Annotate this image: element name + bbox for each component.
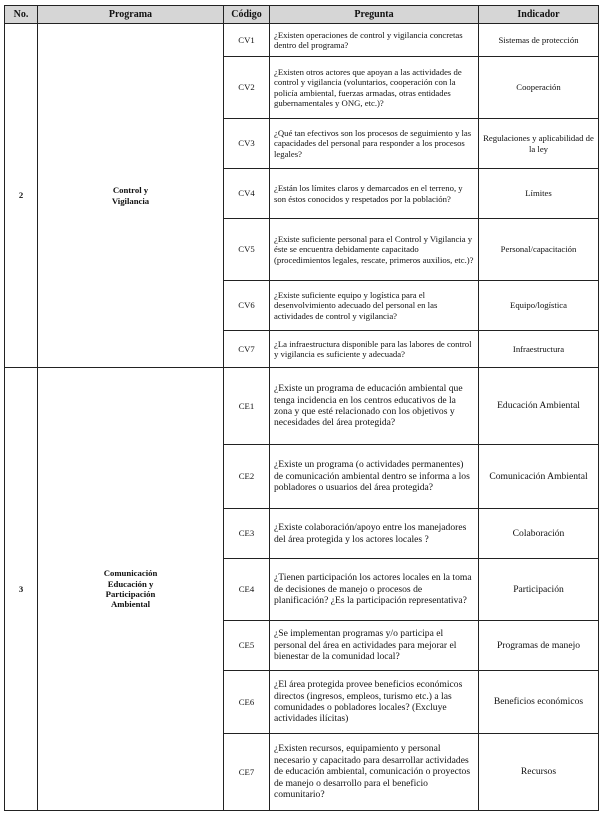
- row-pregunta: ¿La infraestructura disponible para las labores de control y vigilancia es suficiente y adecuada?: [270, 331, 479, 368]
- row-pregunta: ¿Qué tan efectivos son los procesos de seguimiento y las capacidades del personal para responder a los procesos legales?: [270, 119, 479, 169]
- group-programa-text: Control y Vigilancia: [111, 185, 150, 206]
- row-codigo: CV2: [224, 57, 270, 119]
- group-programa: [38, 368, 224, 811]
- group-programa-text: Comunicación Educación y Participación Ambiental: [103, 568, 158, 610]
- group-programa: [38, 24, 224, 368]
- row-indicador: Regulaciones y aplicabilidad de la ley: [479, 119, 599, 169]
- row-indicador: Educación Ambiental: [479, 368, 599, 445]
- row-indicador: Infraestructura: [479, 331, 599, 368]
- row-pregunta: ¿Existen recursos, equipamiento y personal necesario y capacitado para desarrollar actividades de educación ambiental, comunicación o proyectos de manejo o desarrollo para el beneficio comunitario?: [270, 734, 479, 811]
- row-pregunta: ¿Existe suficiente equipo y logística para el desenvolvimiento adecuado del personal en las actividades de control y vigilancia?: [270, 281, 479, 331]
- row-codigo: CE6: [224, 671, 270, 734]
- row-indicador: Comunicación Ambiental: [479, 445, 599, 509]
- row-codigo: CE7: [224, 734, 270, 811]
- row-codigo: CE1: [224, 368, 270, 445]
- row-indicador: Colaboración: [479, 509, 599, 559]
- header-codigo: Código: [224, 6, 270, 24]
- row-codigo: CV1: [224, 24, 270, 57]
- row-codigo: CE5: [224, 621, 270, 671]
- row-pregunta: ¿Existe colaboración/apoyo entre los manejadores del área protegida y los actores locales ?: [270, 509, 479, 559]
- row-pregunta: ¿Existe un programa de educación ambiental que tenga incidencia en los centros educativos de la zona y que esté relacionado con los objetivos y necesidades del área protegida?: [270, 368, 479, 445]
- header-programa: Programa: [38, 6, 224, 24]
- row-pregunta: ¿Existe suficiente personal para el Control y Vigilancia y éste se encuentra debidamente capacitado (procedimientos legales, rescate, primeros auxilios, etc.)?: [270, 219, 479, 281]
- row-indicador: Límites: [479, 169, 599, 219]
- row-codigo: CV6: [224, 281, 270, 331]
- header-row: [5, 6, 599, 24]
- row-pregunta: ¿Existe un programa (o actividades permanentes) de comunicación ambiental dentro se informa a los pobladores o usuarios del área protegida?: [270, 445, 479, 509]
- row-indicador: Cooperación: [479, 57, 599, 119]
- row-pregunta: ¿Tienen participación los actores locales en la toma de decisiones de manejo o procesos de planificación? ¿Es la participación representativa?: [270, 559, 479, 621]
- row-codigo: CV7: [224, 331, 270, 368]
- row-indicador: Sistemas de protección: [479, 24, 599, 57]
- row-codigo: CE2: [224, 445, 270, 509]
- table-row: [5, 24, 599, 57]
- row-pregunta: ¿Se implementan programas y/o participa el personal del área en actividades para mejorar el bienestar de la comunidad local?: [270, 621, 479, 671]
- group-number: 3: [5, 368, 38, 811]
- row-codigo: CV3: [224, 119, 270, 169]
- row-pregunta: ¿Existen otros actores que apoyan a las actividades de control y vigilancia (voluntarios, cooperación con la policía ambiental, fuerzas armadas, otras entidades gubernamentales y ONG, etc.)?: [270, 57, 479, 119]
- row-codigo: CE3: [224, 509, 270, 559]
- row-codigo: CV4: [224, 169, 270, 219]
- header-indicador: Indicador: [479, 6, 599, 24]
- row-indicador: Participación: [479, 559, 599, 621]
- row-pregunta: ¿Están los límites claros y demarcados en el terreno, y son éstos conocidos y respetados por la población?: [270, 169, 479, 219]
- row-codigo: CE4: [224, 559, 270, 621]
- row-indicador: Equipo/logística: [479, 281, 599, 331]
- row-codigo: CV5: [224, 219, 270, 281]
- group-number: 2: [5, 24, 38, 368]
- header-no: No.: [5, 6, 38, 24]
- header-pregunta: Pregunta: [270, 6, 479, 24]
- table-row: [5, 368, 599, 445]
- row-indicador: Beneficios económicos: [479, 671, 599, 734]
- row-pregunta: ¿El área protegida provee beneficios económicos directos (ingresos, empleos, turismo etc.) a las comunidades o pobladores locales? (Excluye actividades ilícitas): [270, 671, 479, 734]
- row-indicador: Recursos: [479, 734, 599, 811]
- evaluation-table: [4, 5, 599, 811]
- row-pregunta: ¿Existen operaciones de control y vigilancia concretas dentro del programa?: [270, 24, 479, 57]
- row-indicador: Programas de manejo: [479, 621, 599, 671]
- row-indicador: Personal/capacitación: [479, 219, 599, 281]
